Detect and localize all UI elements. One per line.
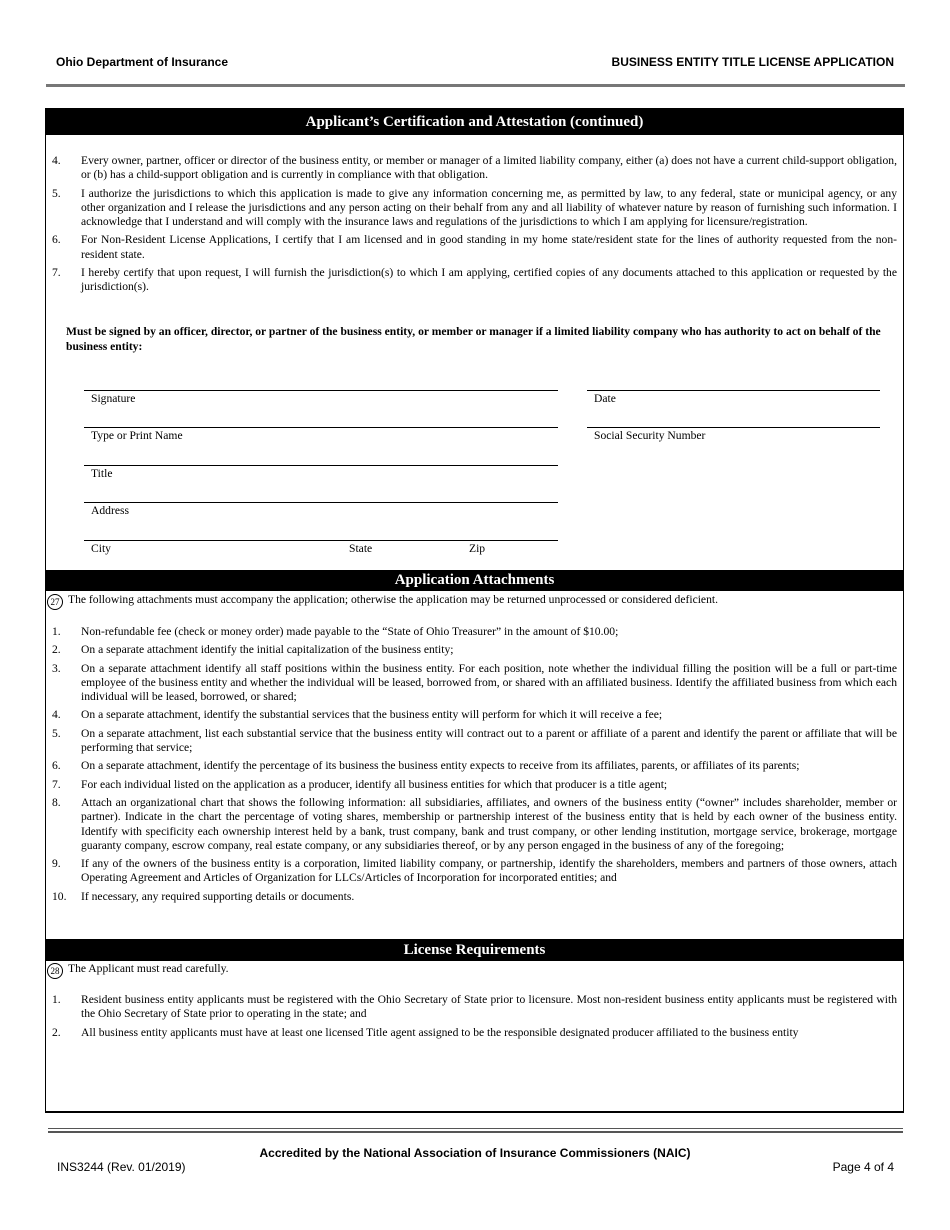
license-requirements-list (52, 993, 897, 1044)
date-field[interactable] (587, 390, 880, 391)
signature-field[interactable] (84, 390, 558, 391)
ssn-label: Social Security Number (594, 429, 706, 442)
form-title: BUSINESS ENTITY TITLE LICENSE APPLICATION (611, 55, 894, 69)
address-label: Address (91, 504, 129, 517)
list-item: 1. Non-refundable fee (check or money order) made payable to the “State of Ohio Treasurer” in the amount of $10.00; (52, 625, 619, 638)
city-state-zip-field[interactable] (84, 540, 558, 541)
list-item: 6. For Non-Resident License Applications, I certify that I am licensed and in good standing in my home state/resident state for the lines of authority requested from the non-resident state. (52, 233, 897, 261)
list-item: 5. I authorize the jurisdictions to which this application is made to give any information concerning me, as permitted by law, to any federal, state or municipal agency, or any other organization and I release the jurisdictions and any person acting on their behalf from any and all liability of whatever nature by reason of furnishing such information. I acknowledge that I understand and will comply with the insurance laws and regulations of the jurisdictions to which I am applying for licensure/registration. (52, 186, 897, 229)
list-item: 2. On a separate attachment identify the initial capitalization of the business entity; (52, 643, 454, 657)
list-item: 5. On a separate attachment, list each substantial service that the business entity will contract out to a parent or affiliate of a parent and identify the parent or affiliate that will be performing that service; (52, 726, 897, 755)
list-item: 7. I hereby certify that upon request, I will furnish the jurisdiction(s) to which I am applying, certified copies of any documents attached to this application or requested by the jurisdiction(s). (52, 266, 897, 294)
zip-label: Zip (469, 542, 486, 555)
print-name-label: Type or Print Name (91, 429, 183, 442)
attachments-intro: 27 The following attachments must accompany the application; otherwise the application may be returned unprocessed or considered deficient. (47, 593, 718, 610)
signature-label: Signature (91, 392, 136, 405)
list-item: 4. Every owner, partner, officer or director of the business entity, or member or manager of a limited liability company, either (a) does not have a current child-support obligation, or (b) has a child-support obligation and is currently in compliance with that obligation. (52, 154, 897, 182)
list-item: 9. If any of the owners of the business entity is a corporation, limited liability company, or partnership, identify the shareholders, members and partners of those owners, attach Operating Agreement and Articles of Organization for LLCs/Articles of Incorporation for incorporated entities; and (52, 857, 897, 885)
list-item: 2. All business entity applicants must have at least one licensed Title agent assigned to be the responsible designated producer affiliated to the business entity (52, 1025, 799, 1039)
license-requirements-section-title: License Requirements (45, 939, 904, 961)
state-label: State (349, 542, 373, 555)
list-item: 10. If necessary, any required supporting details or documents. (52, 889, 355, 903)
list-item: 7. For each individual listed on the application as a producer, identify all business entities for which that producer is a title agent; (52, 777, 668, 791)
certification-list (52, 154, 897, 299)
attachments-section-title: Application Attachments (45, 570, 904, 591)
question-number-badge: 27 (47, 594, 63, 610)
list-item: 8. Attach an organizational chart that shows the following information: all subsidiaries, affiliates, and owners of the business entity (“owner” includes shareholder, member or partner). Indicate in the chart the percentage of voting shares, membership or partnership interest of the business entity that is held by each owner of the business entity. Identify with specificity each ownership interest held by a bank, trust company, bank and trust company, or other lending institution, mortgage service, brokerage, mortgage guaranty company, escrow company, real estate company, or any subsidiaries thereof, or by any person engaged in the business of any of the foregoing; (52, 795, 897, 852)
title-label: Title (91, 467, 113, 480)
list-item: 3. On a separate attachment identify all staff positions within the business entity. For each position, note whether the individual filling the position will be a full or part-time employee of the business entity and whether the individual will be leased, borrowed from, or shared with an affiliated business. Identify the affiliated business from which each individual will be leased, borrowed, or shared; (52, 661, 897, 704)
agency-name: Ohio Department of Insurance (56, 55, 229, 69)
signing-instruction: Must be signed by an officer, director, or partner of the business entity, or member or manager if a limited liability company who has authority to act on behalf of the business entity: (66, 325, 881, 353)
header-divider (46, 84, 905, 87)
print-name-field[interactable] (84, 427, 558, 428)
ssn-field[interactable] (587, 427, 880, 428)
list-item: 4. On a separate attachment, identify the substantial services that the business entity will perform for which it will receive a fee; (52, 708, 663, 722)
footer-divider (48, 1128, 903, 1129)
list-item: 1. Resident business entity applicants must be registered with the Ohio Secretary of State prior to licensure. Most non-resident business entity applicants must be registered with the Ohio Secretary of State prior to operating in the state; and (52, 993, 897, 1021)
license-requirements-intro: 28 The Applicant must read carefully. (47, 962, 229, 979)
question-number-badge: 28 (47, 963, 63, 979)
date-label: Date (594, 392, 616, 405)
city-label: City (91, 542, 111, 555)
title-field[interactable] (84, 465, 558, 466)
page-number: Page 4 of 4 (832, 1160, 894, 1174)
form-id: INS3244 (Rev. 01/2019) (57, 1160, 186, 1174)
attachments-list (52, 625, 897, 908)
footer-divider (48, 1131, 903, 1133)
address-field[interactable] (84, 502, 558, 503)
certification-section-title: Applicant’s Certification and Attestation (continued) (45, 108, 904, 135)
list-item: 6. On a separate attachment, identify the percentage of its business the business entity expects to receive from its affiliates, parents, or affiliates of its parents; (52, 759, 800, 773)
accreditation-note: Accredited by the National Association of Insurance Commissioners (NAIC) (259, 1146, 691, 1160)
